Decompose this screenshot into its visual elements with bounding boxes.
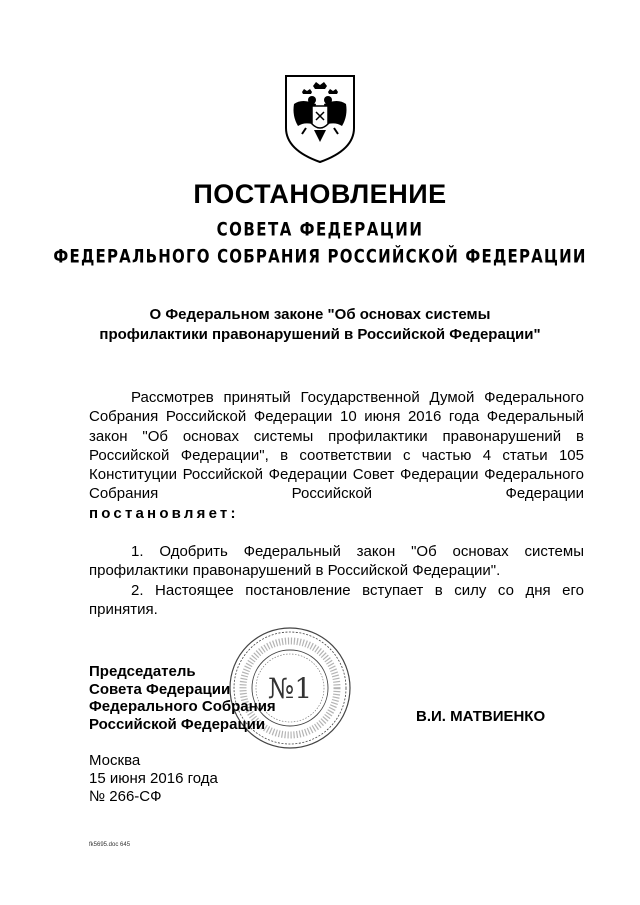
document-title: ПОСТАНОВЛЕНИЕ — [193, 179, 447, 209]
position-line-4: Российской Федерации — [89, 715, 266, 733]
resolution-item-1: 1. Одобрить Федеральный закон "Об основах системы профилактики правонарушений в Российской Федерации". — [89, 543, 584, 580]
body-paragraph: Рассмотрев принятый Государственной Думой Федерального Собрания Российской Федерации 10 июня 2016 года Федеральный закон "Об основах системы профилактики правонарушений в Российской Федерации", в соответствии с частью 4 статьи 105 Конституции Российской Федерации Совет Федерации Федерального Собрания Российской Федерации — [89, 389, 584, 503]
document-subject — [60, 305, 580, 345]
resolves-word: постановляет: — [89, 504, 239, 522]
body-paragraph-block — [89, 388, 584, 523]
seal-center-text: №1 — [267, 672, 313, 705]
coat-of-arms-emblem — [282, 72, 358, 164]
position-line-3: Федерального Собрания — [89, 698, 276, 715]
file-reference: fk5695.doc 645 — [89, 842, 131, 848]
place-date-number — [89, 752, 218, 806]
subject-line-1: О Федеральном законе "Об основах системы — [149, 306, 491, 323]
subject-line-2: профилактики правонарушений в Российской Федерации" — [99, 326, 541, 343]
resolution-items — [89, 542, 584, 619]
position-line-2: Совета Федерации — [89, 680, 231, 698]
signatory-name: В.И. МАТВИЕНКО — [416, 708, 546, 725]
position-line-1: Председатель — [89, 663, 196, 680]
city: Москва — [89, 752, 141, 769]
issuer-line-1: СОВЕТА ФЕДЕРАЦИИ — [216, 217, 424, 241]
issuer-line-2: ФЕДЕРАЛЬНОГО СОБРАНИЯ РОССИЙСКОЙ ФЕДЕРАЦИИ — [53, 244, 587, 268]
resolution-item-2: 2. Настоящее постановление вступает в силу со дня его принятия. — [89, 581, 584, 618]
signatory-position — [89, 663, 276, 733]
date: 15 июня 2016 года — [89, 770, 218, 787]
document-number: № 266-СФ — [89, 788, 162, 805]
